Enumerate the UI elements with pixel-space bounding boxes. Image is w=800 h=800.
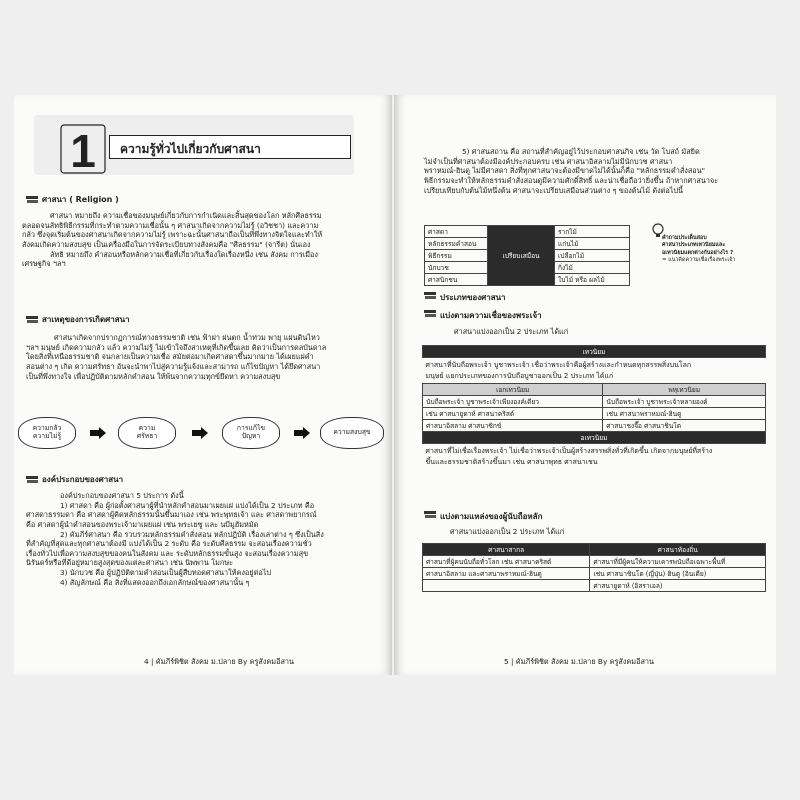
arrow-right-icon [90, 427, 106, 439]
desc-line: ศาสนาที่นับถือพระเจ้า บูชาพระเจ้า เชื่อว่าพระเจ้าคือผู้สร้างและกำหนดทุกสรรพสิ่งบนโลก [425, 361, 692, 369]
theism-description [423, 358, 766, 384]
para-line: นิรันดร์หรือที่ดีอยู่หมายสูงสุดของแต่ละศาสนา เช่น นิพพาน โมกษะ [26, 558, 234, 568]
desc-line: ขึ้นและธรรมชาติสร้างขึ้นมา เช่น ศาสนาพุทธ ศาสนาเชน [425, 457, 598, 466]
chapter-title: ความรู้ทั่วไปเกี่ยวกับศาสนา [120, 142, 261, 156]
table-row [423, 556, 766, 568]
para-line: องค์ประกอบของศาสนา 5 ประการ ดังนี้ [60, 491, 184, 500]
para-line: สอนต่าง ๆ เกิด ความศรัทธา อันจะนำพาไปสู่ความรู้แจ้งและสามารถ แก้ไขปัญหา ได้ยึดศาสนา [26, 361, 321, 371]
table-cell: ศาสนาอิสลาม ศาสนาซิกข์ [423, 420, 603, 432]
table-cell: นับถือพระเจ้า บูชาพระเจ้าหลายองค์ [603, 396, 766, 408]
arrow-right-icon [294, 427, 310, 439]
table-row [423, 408, 766, 420]
para-line: พราหมณ์-ฮินดู ไม่มีศาสดา สิ่งที่ทุกศาสนาจะต้องมีขาดไม่ได้นั้นก็คือ "หลักธรรมคำสั่งสอน" [424, 166, 706, 176]
flow-cloud-fear [18, 417, 76, 449]
para-line: 2) คัมภีร์ศาสนา คือ รวบรวมหลักธรรมคำสั่งสอน หลักปฏิบัติ เรื่องเล่าต่าง ๆ ซึ่งเป็นสิ่ง [60, 529, 324, 539]
para-line: กลัว ซึ่งจุดเริ่มต้นของศาสนาเกิดจากความไม่รู้ เพราะฉะนั้นศาสนาถือเป็นที่พึ่งทางจิตใจและทำให้ [22, 230, 323, 240]
books-icon [424, 309, 436, 319]
para-line: ที่สำคัญที่สุดและทุกศาสนาต้องมี แบ่งได้เป็น 2 ระดับ คือ ระดับศีลธรรม จะสอนเรื่องความชั่ว [26, 539, 312, 549]
flow-label: ความ ศรัทธา [136, 424, 158, 441]
exam-tip [662, 235, 735, 264]
para-line: 4) สัญลักษณ์ คือ สิ่งที่แสดงออกถึงเอกลักษณ์ของศาสนานั้น ๆ [60, 577, 250, 587]
table-cell [423, 580, 590, 592]
para-line: 5) ศาสนสถาน คือ สถานที่สำคัญอยู่ไว้ประกอบศาสนกิจ เช่น วัด โบสถ์ มัสยิด [462, 147, 700, 156]
table-cell: ใบไม้ หรือ ผลไม้ [555, 274, 630, 286]
heading-types: ประเภทของศาสนา [440, 293, 506, 302]
right-page [394, 95, 776, 675]
table-row [423, 384, 766, 396]
para-religion [22, 211, 323, 269]
table-cell: เช่น ศาสนายูดาห์ ศาสนาคริสต์ [423, 408, 603, 420]
table-cell: ศาสนาที่มีผู้คนให้ความเคารพนับถือเฉพาะพื้นที่ [590, 556, 766, 568]
atheism-description [423, 444, 766, 468]
table-subheader: เอกเทวนิยม [423, 384, 603, 396]
flow-label: การแก้ไข ปัญหา [236, 424, 266, 441]
flow-cloud-faith [118, 417, 176, 449]
theism-table [422, 345, 766, 467]
flow-cloud-solve [222, 417, 280, 449]
books-icon [424, 291, 436, 301]
tip-line: = แนวคิดความเชื่อเรื่องพระเจ้า [662, 256, 736, 263]
flow-label: ความกลัว ความไม่รู้ [32, 424, 62, 441]
para-elements [26, 491, 324, 587]
god-intro: ศาสนาแบ่งออกเป็น 2 ประเภท ได้แก่ [454, 327, 569, 336]
table-cell: รากไม้ [555, 226, 630, 238]
para-line: ศาสดาธรรมดา คือ ศาสดาผู้คิดหลักธรรมนั้นขึ้นมาเอง เช่น พระพุทธเจ้า และ ศาสดาพยากรณ์ [26, 510, 317, 520]
page-footer-right: 5 | คัมภีร์พิชิต สังคม ม.ปลาย By ครูสังคมอีสาน [504, 657, 655, 666]
table-subheader: พหุเทวนิยม [603, 384, 766, 396]
table-header: ศาสนาท้องถิ่น [590, 544, 766, 556]
para-line: พิธีกรรมจะทำให้หลักธรรมคำสั่งสอนดูมีความศักดิ์สิทธิ์ และน่าเชื่อถือว่ายิ่งขึ้น ถ้าหากศาสนาจะ [424, 175, 719, 185]
flow-cloud-peace [320, 417, 384, 449]
para-line: 3) นักบวช คือ ผู้ปฏิบัติตามคำสอนเป็นผู้สืบทอดศาสนาให้คงอยู่ต่อไป [60, 568, 271, 577]
tip-line: อเทวนิยมแตกต่างกันอย่างไร ? [662, 249, 734, 256]
para-line: โดยสิ่งที่เหนือธรรมชาติ จนกลายเป็นความเชื่อ สมัยต่อมาเกิดศาสดาขึ้นมากมาย ได้เผยแผ่คำ [26, 352, 314, 362]
books-icon [26, 475, 38, 485]
para-line: เปรียบเทียบกับต้นไม้หนึ่งต้น ศาสนาจะเปรียบเสมือนส่วนต่าง ๆ ของต้นไม้ ดังต่อไปนี้ [424, 185, 684, 195]
tip-line: ศาสนาประเภทเทวนิยมและ [662, 242, 726, 249]
books-icon [424, 510, 436, 520]
heading-by-god: แบ่งตามความเชื่อของพระเจ้า [440, 311, 542, 320]
origin-intro: ศาสนาแบ่งออกเป็น 2 ประเภท ได้แก่ [450, 527, 565, 536]
table-row [423, 346, 766, 358]
tip-line: คำถามประเด็นสอบ [662, 235, 707, 241]
table-row [425, 226, 630, 238]
table-row [423, 432, 766, 444]
table-row [423, 580, 766, 592]
table-row [423, 358, 766, 384]
para-line: คือ ศาสดาผู้นำคำสอนของพระเจ้ามาเผยแผ่ เช่น พระเยซู และ นบีมูฮัมหมัด [26, 519, 259, 529]
table-cell: แก่นไม้ [555, 238, 630, 250]
chapter-number-badge [59, 123, 107, 175]
page-footer-left: 4 | คัมภีร์พิชิต สังคม ม.ปลาย By ครูสังคมอีสาน [144, 657, 295, 666]
table-cell: เช่น ศาสนาพราหมณ์-ฮินดู [603, 408, 766, 420]
para-line: เป็นที่พึ่งทางใจ เพื่อปฏิบัติตามหลักคำสอน ให้พ้นจากความทุกข์ยึดหา ความสงบสุข [26, 371, 281, 381]
table-cell: พิธีกรรม [425, 250, 488, 262]
heading-elements: องค์ประกอบของศาสนา [42, 475, 124, 484]
table-row [423, 396, 766, 408]
table-header: เทวนิยม [423, 346, 766, 358]
para-line: ศาสนาเกิดจากปรากฏการณ์ทางธรรมชาติ เช่น ฟ้าผ่า ฝนตก น้ำท่วม พายุ แผ่นดินไหว [54, 333, 320, 342]
table-cell-middle: เปรียบเสมือน [488, 226, 555, 286]
table-cell: กิ่งไม้ [555, 262, 630, 274]
table-cell: ศาสดา [425, 226, 488, 238]
table-row [423, 444, 766, 468]
para-line: ศาสนา หมายถึง ความเชื่อของมนุษย์เกี่ยวกับการกำเนิดและสิ้นสุดของโลก หลักศีลธรรม [50, 211, 322, 220]
table-row [423, 544, 766, 556]
table-cell: ศาสนาที่ผู้คนนับถือทั่วโลก เช่น ศาสนาคริสต์ [423, 556, 590, 568]
chapter-title-box [109, 135, 351, 159]
left-page [14, 95, 392, 675]
table-cell: เช่น ศาสนาชินโต (ญี่ปุ่น) ฮินดู (อินเดีย) [590, 568, 766, 580]
para-causes [26, 333, 327, 381]
table-row [423, 420, 766, 432]
heading-causes: สาเหตุของการเกิดศาสนา [42, 315, 130, 324]
heading-by-origin: แบ่งตามแหล่งของผู้นับถือหลัก [440, 512, 543, 521]
para-line: สังคมเกิดความสงบสุข เป็นเครื่องมือในการจัดระเบียบทางสังคมคือ "ศีลธรรม" (จารีต) นั่นเอง [22, 239, 311, 249]
flow-label: ความสงบสุข [333, 428, 371, 436]
para-line: เศรษฐกิจ ฯลฯ [22, 259, 66, 269]
para-line: 1) ศาสดา คือ ผู้ก่อตั้งศาสนาผู้ที่นำหลักคำสอนมาเผยแผ่ แบ่งได้เป็น 2 ประเภท คือ [60, 500, 315, 510]
para-line: ตลอดจนลัทธิพิธีกรรมที่กระทำตามความเชื่อนั้น ๆ ศาสนาเกิดจากความไม่รู้ (อวิชชา) และความ [22, 220, 319, 230]
table-cell: เปลือกไม้ [555, 250, 630, 262]
origin-table [422, 543, 766, 592]
arrow-right-icon [192, 427, 208, 439]
table-header: อเทวนิยม [423, 432, 766, 444]
tree-comparison-table [424, 225, 630, 286]
heading-religion: ศาสนา ( Religion ) [42, 195, 119, 204]
para-line: ลัทธิ หมายถึง คำสอนหรือหลักความเชื่อที่เกี่ยวกับเรื่องใดเรื่องหนึ่ง เช่น สังคม การเมือง [50, 249, 318, 259]
table-cell: ศาสนาอิสลาม และศาสนาพราหมณ์-ฮินดู [423, 568, 590, 580]
para-line: ฯลฯ มนุษย์ เกิดความกลัว แล้ว ความไม่รู้ ไม่เข้าใจถึงสาเหตุที่เกิดขึ้นเลย คิดว่าเป็นการดลบันดาล [26, 342, 327, 352]
table-cell: นักบวช [425, 262, 488, 274]
table-cell: หลักธรรมคำสอน [425, 238, 488, 250]
svg-text:1: 1 [70, 125, 96, 175]
table-header: ศาสนาสากล [423, 544, 590, 556]
table-cell: นับถือพระเจ้า บูชาพระเจ้าเพียงองค์เดียว [423, 396, 603, 408]
table-cell: ศาสนาชงจื๊อ ศาสนาชินโต [603, 420, 766, 432]
table-row [423, 568, 766, 580]
books-icon [26, 315, 38, 325]
table-cell: ศาสนิกชน [425, 274, 488, 286]
desc-line: มนุษย์ แยกประเภทของการนับถือบูชาออกเป็น 2 ประเภท ได้แก่ [425, 371, 614, 380]
books-icon [26, 195, 38, 205]
para-intro-right [424, 147, 719, 195]
para-line: เรื่องทั่วไปเพื่อความสงบสุขของคนในสังคม และ ระดับหลักธรรมขั้นสูง จะสอนเรื่องความสุข [26, 548, 309, 558]
desc-line: ศาสนาที่ไม่เชื่อเรื่องพระเจ้า ไม่เชื่อว่าพระเจ้าเป็นผู้สร้างสรรพสิ่งทั่วที่เกิดขึ้น เกิดจากมนุษย์ที่สร้าง [425, 447, 713, 455]
para-line: ไม่จำเป็นที่ศาสนาต้องมีองค์ประกอบครบ เช่น ศาสนาอิสลามไม่มีนักบวช ศาสนา [424, 156, 673, 166]
table-cell: ศาสนายูดาห์ (อิสราเอล) [590, 580, 766, 592]
